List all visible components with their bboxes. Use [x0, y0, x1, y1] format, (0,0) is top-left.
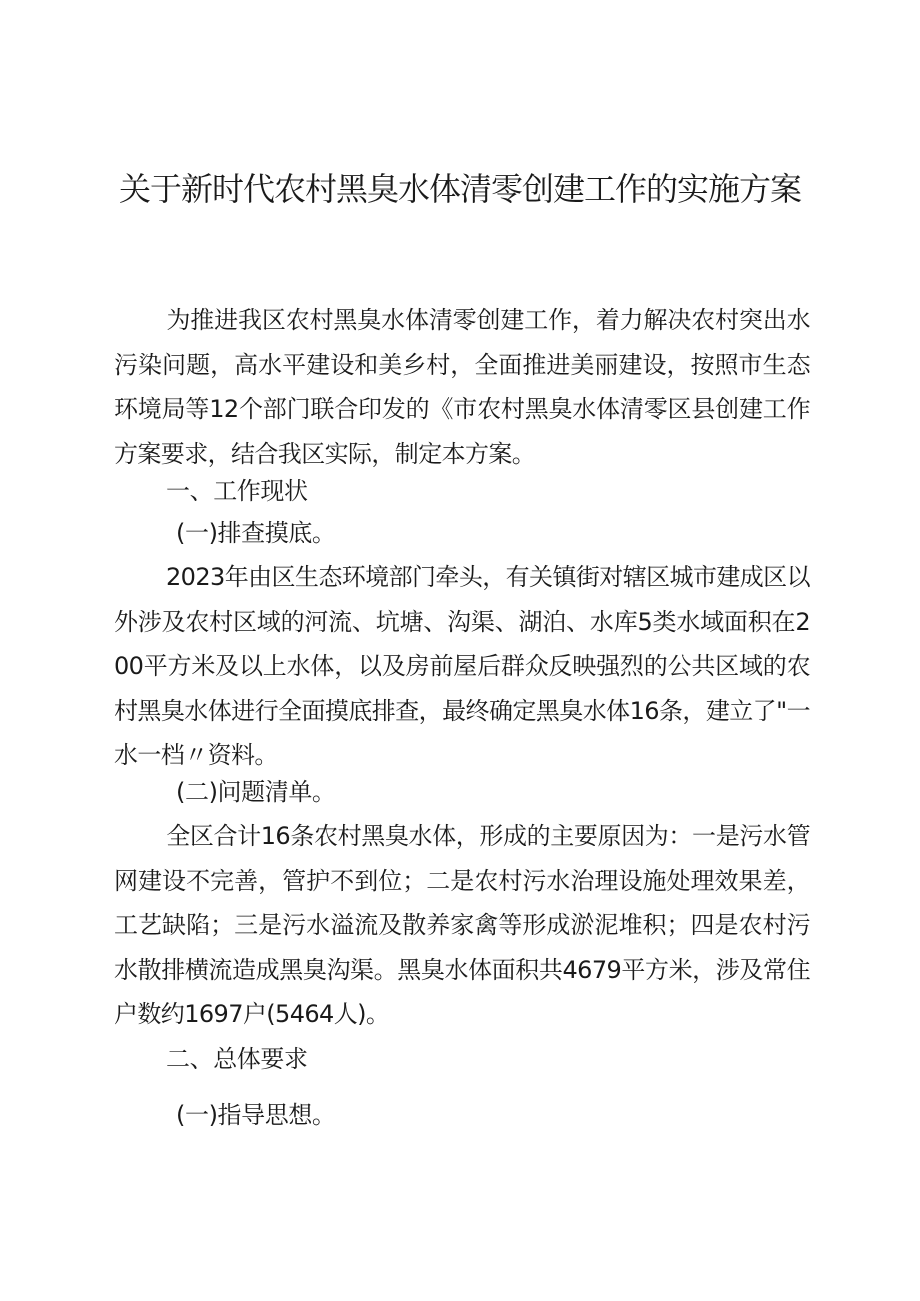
problems-text: 全区合计16条农村黑臭水体，形成的主要原因为：一是污水管网建设不完善，管护不到位；二是农村污水治理设施处理效果差，工艺缺陷；三是污水溢流及散养家禽等形成淤泥堆积；四是农村污水散排横流造成黑臭沟渠。黑臭水体面积共4679平方米，涉及常住户数约1697户(5464人)。: [114, 822, 810, 1029]
subsection-heading-survey: (一)排查摸底。: [176, 519, 336, 547]
section-heading-status: 一、工作现状: [166, 477, 308, 505]
problems-paragraph: [114, 814, 810, 1037]
survey-text: 2023年由区生态环境部门牵头，有关镇街对辖区城市建成区以外涉及农村区域的河流、坑塘、沟渠、湖泊、水库5类水域面积在200平方米及以上水体，以及房前屋后群众反映强烈的公共区域的农村黑臭水体进行全面摸底排查，最终确定黑臭水体16条，建立了"一水一档〃资料。: [114, 563, 810, 770]
intro-text: 为推进我区农村黑臭水体清零创建工作，着力解决农村突出水污染问题，高水平建设和美乡村，全面推进美丽建设，按照市生态环境局等12个部门联合印发的《市农村黑臭水体清零区县创建工作方案要求，结合我区实际，制定本方案。: [114, 306, 810, 468]
subsection-heading-guiding-ideology: (一)指导思想。: [176, 1101, 336, 1129]
intro-paragraph: [114, 298, 810, 476]
subsection-heading-problems: (二)问题清单。: [176, 778, 336, 806]
survey-paragraph: [114, 555, 810, 778]
section-heading-requirements: 二、总体要求: [166, 1045, 308, 1073]
document-title: 关于新时代农村黑臭水体清零创建工作的实施方案: [118, 170, 801, 208]
